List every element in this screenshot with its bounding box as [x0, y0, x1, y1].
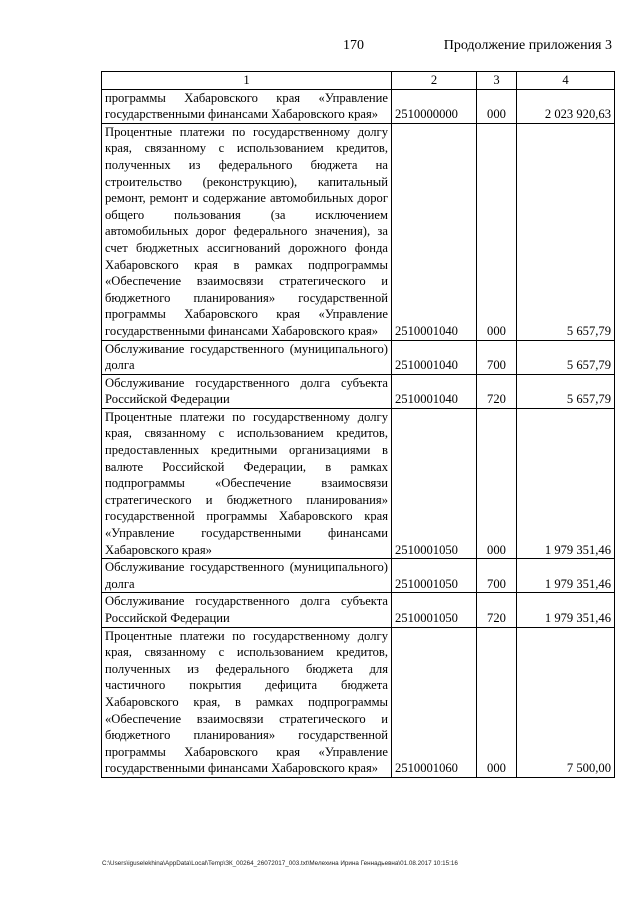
row-amount: 2 023 920,63	[517, 89, 615, 123]
row-code: 2510001050	[392, 559, 477, 593]
row-amount: 5 657,79	[517, 340, 615, 374]
table-row	[102, 340, 615, 374]
row-name: Обслуживание государственного (муниципального) долга	[102, 340, 392, 374]
table-row	[102, 593, 615, 627]
row-name: Обслуживание государственного долга субъекта Российской Федерации	[102, 593, 392, 627]
row-amount: 1 979 351,46	[517, 408, 615, 558]
row-name: Процентные платежи по государственному долгу края, связанному с использованием кредитов, предоставленных кредитными организациями в валюте Российской Федерации, в рамках подпрограммы «Обеспечение взаимосвязи стратегического и бюджетного планирования» государственной программы Хабаровского края «Управление государственными финансами Хабаровского края»	[102, 408, 392, 558]
row-amount: 5 657,79	[517, 123, 615, 340]
row-type: 000	[477, 408, 517, 558]
row-name: Обслуживание государственного (муниципального) долга	[102, 559, 392, 593]
row-type: 000	[477, 627, 517, 777]
row-name: Процентные платежи по государственному долгу края, связанному с использованием кредитов, полученных из федерального бюджета для частичного покрытия дефицита бюджета Хабаровского края, в рамках подпрограммы «Обеспечение взаимосвязи стратегического и бюджетного планирования» государственной программы Хабаровского края «Управление государственными финансами Хабаровского края»	[102, 627, 392, 777]
row-amount: 1 979 351,46	[517, 559, 615, 593]
row-code: 2510001060	[392, 627, 477, 777]
table-row	[102, 559, 615, 593]
row-type: 720	[477, 374, 517, 408]
row-code: 2510001050	[392, 408, 477, 558]
row-name: Процентные платежи по государственному долгу края, связанному с использованием кредитов, полученных из федерального бюджета на строительство (реконструкцию), капитальный ремонт, ремонт и содержание автомобильных дорог общего пользования (за исключением автомобильных дорог федерального значения), за счет бюджетных ассигнований дорожного фонда Хабаровского края в рамках подпрограммы «Обеспечение взаимосвязи стратегического и бюджетного планирования» государственной программы Хабаровского края «Управление государственными финансами Хабаровского края»	[102, 123, 392, 340]
row-name: Обслуживание государственного долга субъекта Российской Федерации	[102, 374, 392, 408]
row-type: 720	[477, 593, 517, 627]
row-type: 700	[477, 340, 517, 374]
table-row	[102, 89, 615, 123]
row-type: 700	[477, 559, 517, 593]
column-header-4: 4	[517, 72, 615, 90]
row-code: 2510000000	[392, 89, 477, 123]
document-footer-path: C:\Users\iguselekhina\AppData\Local\Temp\ЗК_00264_26072017_003.txt\Мелехина Ирина Геннадьевна\01.08.2017 10:15:16	[102, 860, 458, 867]
column-header-1: 1	[102, 72, 392, 90]
table-row	[102, 408, 615, 558]
column-header-3: 3	[477, 72, 517, 90]
row-name: программы Хабаровского края «Управление государственными финансами Хабаровского края»	[102, 89, 392, 123]
row-type: 000	[477, 123, 517, 340]
row-amount: 5 657,79	[517, 374, 615, 408]
row-code: 2510001040	[392, 374, 477, 408]
table-header-row	[102, 72, 615, 90]
continuation-label: Продолжение приложения 3	[443, 38, 612, 53]
table-row	[102, 123, 615, 340]
column-header-2: 2	[392, 72, 477, 90]
row-code: 2510001040	[392, 123, 477, 340]
row-code: 2510001050	[392, 593, 477, 627]
page-number: 170	[343, 38, 364, 53]
budget-table	[101, 71, 615, 778]
table-row	[102, 374, 615, 408]
row-code: 2510001040	[392, 340, 477, 374]
table-row	[102, 627, 615, 777]
row-amount: 1 979 351,46	[517, 593, 615, 627]
row-amount: 7 500,00	[517, 627, 615, 777]
row-type: 000	[477, 89, 517, 123]
